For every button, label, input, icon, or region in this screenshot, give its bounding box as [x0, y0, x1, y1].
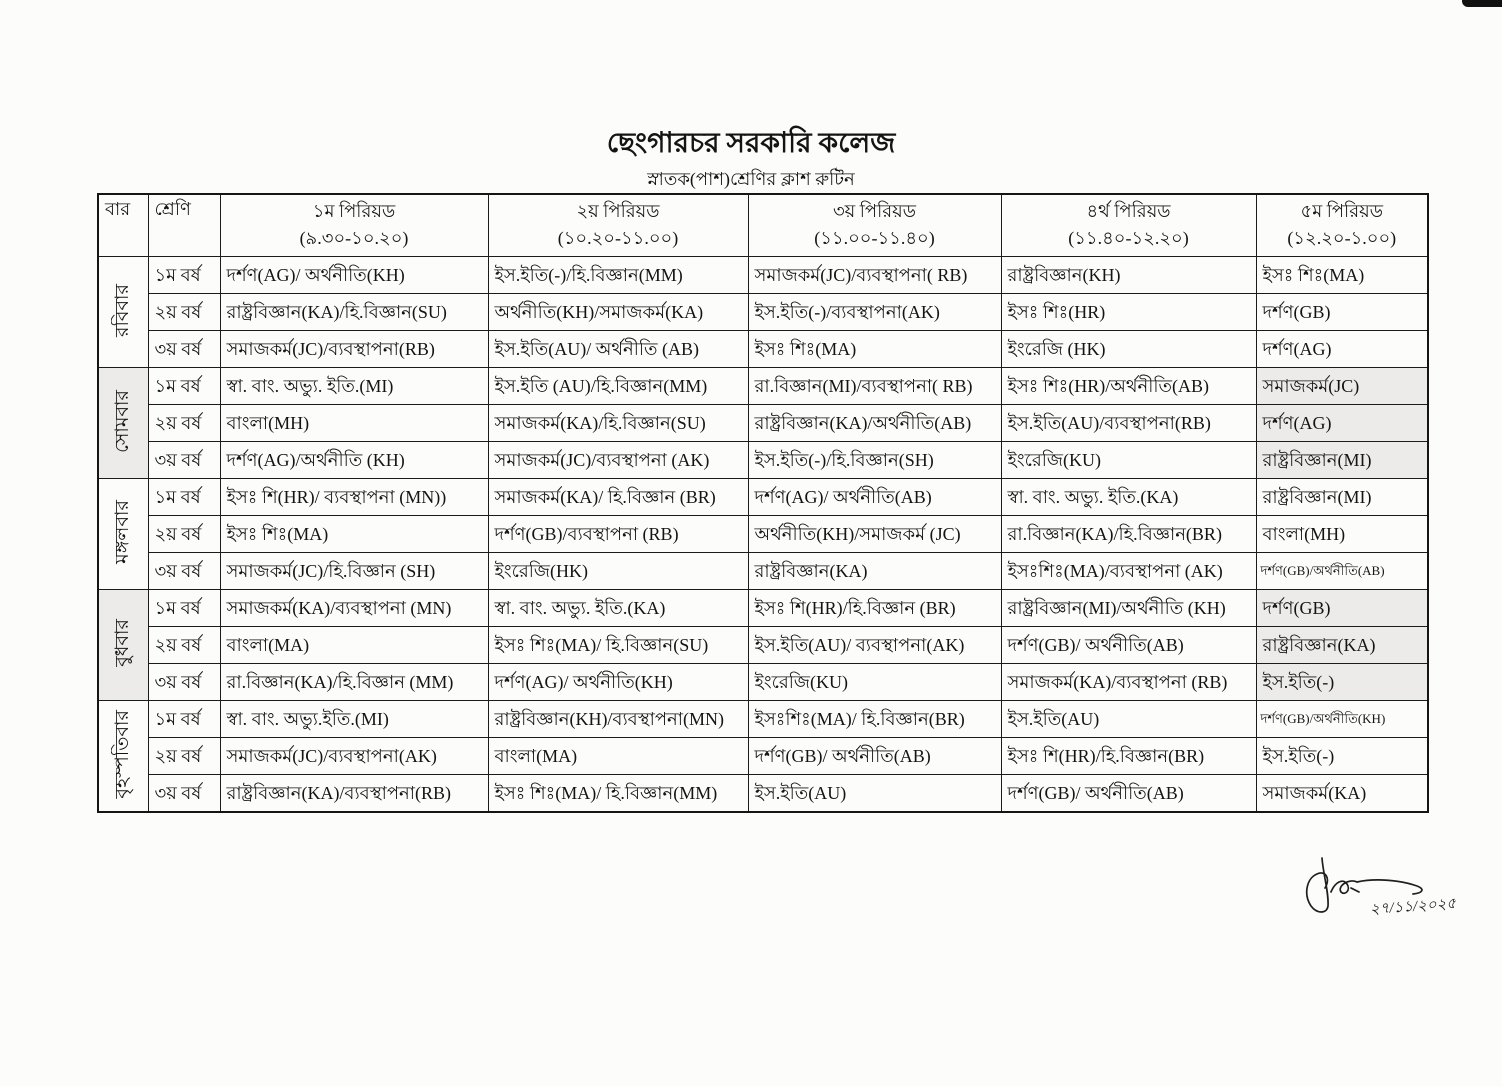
class-year-cell: ১ম বর্ষ [148, 701, 220, 738]
period-4-cell: ইসঃ শিঃ(HR) [1001, 294, 1256, 331]
routine-row [98, 257, 1428, 294]
period-4-cell: ইংরেজি (HK) [1001, 331, 1256, 368]
period-2-cell: ইংরেজি(HK) [488, 553, 748, 590]
period-3-cell: ইস.ইতি(AU)/ ব্যবস্থাপনা(AK) [748, 627, 1001, 664]
day-cell [98, 701, 148, 813]
period-5-cell: দর্শণ(AG) [1256, 405, 1428, 442]
period-2-cell: দর্শণ(GB)/ব্যবস্থাপনা (RB) [488, 516, 748, 553]
class-year-cell: ২য় বর্ষ [148, 405, 220, 442]
routine-row [98, 775, 1428, 813]
period-time: (১২.২০-১.০০) [1287, 228, 1397, 248]
routine-row [98, 516, 1428, 553]
period-1-cell: সমাজকর্ম(JC)/ব্যবস্থাপনা(AK) [220, 738, 488, 775]
period-5-cell: দর্শণ(GB)/অর্থনীতি(AB) [1256, 553, 1428, 590]
period-5-cell: রাষ্ট্রবিজ্ঞান(MI) [1256, 479, 1428, 516]
period-4-cell: রাষ্ট্রবিজ্ঞান(KH) [1001, 257, 1256, 294]
routine-body [98, 257, 1428, 813]
period-1-cell: স্বা. বাং. অভ্যু. ইতি.(MI) [220, 368, 488, 405]
period-5-cell: দর্শণ(GB)/অর্থনীতি(KH) [1256, 701, 1428, 738]
period-3-cell: অর্থনীতি(KH)/সমাজকর্ম (JC) [748, 516, 1001, 553]
day-name: সোমবার [112, 389, 134, 453]
day-cell [98, 368, 148, 479]
period-5-cell: ইস.ইতি(-) [1256, 738, 1428, 775]
period-2-cell: ইসঃ শিঃ(MA)/ হি.বিজ্ঞান(MM) [488, 775, 748, 813]
period-3-cell: সমাজকর্ম(JC)/ব্যবস্থাপনা( RB) [748, 257, 1001, 294]
period-time: (১১.৪০-১২.২০) [1068, 228, 1189, 248]
routine-row [98, 738, 1428, 775]
day-name: বৃহস্পতিবার [112, 709, 134, 799]
period-5-cell: বাংলা(MH) [1256, 516, 1428, 553]
routine-row [98, 627, 1428, 664]
period-4-cell: সমাজকর্ম(KA)/ব্যবস্থাপনা (RB) [1001, 664, 1256, 701]
period-4-cell: রাষ্ট্রবিজ্ঞান(MI)/অর্থনীতি (KH) [1001, 590, 1256, 627]
period-5-cell: সমাজকর্ম(KA) [1256, 775, 1428, 813]
period-3-cell: ইসঃশিঃ(MA)/ হি.বিজ্ঞান(BR) [748, 701, 1001, 738]
day-name: রবিবার [112, 283, 134, 337]
class-year-cell: ২য় বর্ষ [148, 516, 220, 553]
day-column-header [98, 194, 148, 257]
class-year-cell: ১ম বর্ষ [148, 368, 220, 405]
period-4-cell: ইস.ইতি(AU) [1001, 701, 1256, 738]
signature-date: ২৭/১১/২০২৫ [1369, 895, 1457, 918]
period-3-cell: দর্শণ(AG)/ অর্থনীতি(AB) [748, 479, 1001, 516]
period-3-cell: ইংরেজি(KU) [748, 664, 1001, 701]
period-4-header [1001, 194, 1256, 257]
routine-row [98, 442, 1428, 479]
day-cell [98, 257, 148, 368]
period-3-cell: ইসঃ শি(HR)/হি.বিজ্ঞান (BR) [748, 590, 1001, 627]
period-time: (১১.০০-১১.৪০) [814, 228, 935, 248]
period-2-cell: স্বা. বাং. অভ্যু. ইতি.(KA) [488, 590, 748, 627]
routine-subtitle: স্নাতক(পাশ)শ্রেণির ক্লাশ রুটিন [647, 169, 855, 189]
class-year-cell: ৩য় বর্ষ [148, 553, 220, 590]
period-1-cell: দর্শণ(AG)/অর্থনীতি (KH) [220, 442, 488, 479]
period-2-cell: ইস.ইতি(-)/হি.বিজ্ঞান(MM) [488, 257, 748, 294]
period-3-cell: ইস.ইতি(AU) [748, 775, 1001, 813]
day-name: বুধবার [112, 619, 134, 667]
period-1-cell: ইসঃ শি(HR)/ ব্যবস্থাপনা (MN)) [220, 479, 488, 516]
period-2-cell: ইস.ইতি (AU)/হি.বিজ্ঞান(MM) [488, 368, 748, 405]
period-5-cell: ইসঃ শিঃ(MA) [1256, 257, 1428, 294]
period-1-cell: ইসঃ শিঃ(MA) [220, 516, 488, 553]
period-3-cell: ইস.ইতি(-)/হি.বিজ্ঞান(SH) [748, 442, 1001, 479]
day-cell [98, 590, 148, 701]
period-1-cell: রাষ্ট্রবিজ্ঞান(KA)/ব্যবস্থাপনা(RB) [220, 775, 488, 813]
period-2-header [488, 194, 748, 257]
period-1-cell: সমাজকর্ম(JC)/ব্যবস্থাপনা(RB) [220, 331, 488, 368]
routine-row [98, 405, 1428, 442]
class-year-cell: ১ম বর্ষ [148, 479, 220, 516]
period-3-cell: ইসঃ শিঃ(MA) [748, 331, 1001, 368]
period-2-cell: দর্শণ(AG)/ অর্থনীতি(KH) [488, 664, 748, 701]
day-cell [98, 479, 148, 590]
day-name: মঙ্গলবার [112, 500, 134, 564]
period-4-cell: স্বা. বাং. অভ্যু. ইতি.(KA) [1001, 479, 1256, 516]
period-4-cell: দর্শণ(GB)/ অর্থনীতি(AB) [1001, 775, 1256, 813]
scan-edge-mark [1462, 0, 1502, 7]
class-year-cell: ৩য় বর্ষ [148, 664, 220, 701]
period-time: (১০.২০-১১.০০) [557, 228, 679, 248]
period-5-cell: দর্শণ(GB) [1256, 590, 1428, 627]
period-name: ১ম পিরিয়ড [312, 201, 396, 221]
period-2-cell: বাংলা(MA) [488, 738, 748, 775]
period-5-cell: রাষ্ট্রবিজ্ঞান(MI) [1256, 442, 1428, 479]
period-1-cell: রা.বিজ্ঞান(KA)/হি.বিজ্ঞান (MM) [220, 664, 488, 701]
period-name: ২য় পিরিয়ড [576, 201, 660, 221]
period-5-cell: দর্শণ(GB) [1256, 294, 1428, 331]
period-2-cell: রাষ্ট্রবিজ্ঞান(KH)/ব্যবস্থাপনা(MN) [488, 701, 748, 738]
period-2-cell: সমাজকর্ম(KA)/ হি.বিজ্ঞান (BR) [488, 479, 748, 516]
period-1-cell: বাংলা(MH) [220, 405, 488, 442]
period-1-cell: রাষ্ট্রবিজ্ঞান(KA)/হি.বিজ্ঞান(SU) [220, 294, 488, 331]
period-5-cell: সমাজকর্ম(JC) [1256, 368, 1428, 405]
period-4-cell: ইস.ইতি(AU)/ব্যবস্থাপনা(RB) [1001, 405, 1256, 442]
period-name: ৩য় পিরিয়ড [832, 201, 917, 221]
class-year-cell: ২য় বর্ষ [148, 294, 220, 331]
routine-row [98, 479, 1428, 516]
period-5-cell: রাষ্ট্রবিজ্ঞান(KA) [1256, 627, 1428, 664]
period-1-cell: দর্শণ(AG)/ অর্থনীতি(KH) [220, 257, 488, 294]
day-column-label: বার [105, 199, 131, 219]
class-year-cell: ২য় বর্ষ [148, 627, 220, 664]
class-column-header [148, 194, 220, 257]
routine-row [98, 553, 1428, 590]
class-year-cell: ৩য় বর্ষ [148, 775, 220, 813]
period-4-cell: ইসঃশিঃ(MA)/ব্যবস্থাপনা (AK) [1001, 553, 1256, 590]
period-2-cell: ইস.ইতি(AU)/ অর্থনীতি (AB) [488, 331, 748, 368]
period-5-header [1256, 194, 1428, 257]
routine-row [98, 664, 1428, 701]
class-routine-table [97, 193, 1429, 813]
class-year-cell: ২য় বর্ষ [148, 738, 220, 775]
header-row [98, 194, 1428, 257]
period-3-cell: রাষ্ট্রবিজ্ঞান(KA) [748, 553, 1001, 590]
routine-row [98, 590, 1428, 627]
period-5-cell: ইস.ইতি(-) [1256, 664, 1428, 701]
period-4-cell: ইংরেজি(KU) [1001, 442, 1256, 479]
class-year-cell: ৩য় বর্ষ [148, 442, 220, 479]
period-3-cell: দর্শণ(GB)/ অর্থনীতি(AB) [748, 738, 1001, 775]
class-column-label: শ্রেণি [154, 199, 191, 219]
period-4-cell: ইসঃ শি(HR)/হি.বিজ্ঞান(BR) [1001, 738, 1256, 775]
college-title: ছেংগারচর সরকারি কলেজ [606, 128, 896, 159]
period-1-cell: সমাজকর্ম(KA)/ব্যবস্থাপনা (MN) [220, 590, 488, 627]
routine-row [98, 701, 1428, 738]
period-3-cell: রাষ্ট্রবিজ্ঞান(KA)/অর্থনীতি(AB) [748, 405, 1001, 442]
period-2-cell: সমাজকর্ম(KA)/হি.বিজ্ঞান(SU) [488, 405, 748, 442]
period-1-header [220, 194, 488, 257]
period-time: (৯.৩০-১০.২০) [299, 228, 409, 248]
routine-row [98, 331, 1428, 368]
period-1-cell: বাংলা(MA) [220, 627, 488, 664]
routine-row [98, 294, 1428, 331]
period-3-cell: রা.বিজ্ঞান(MI)/ব্যবস্থাপনা( RB) [748, 368, 1001, 405]
period-2-cell: ইসঃ শিঃ(MA)/ হি.বিজ্ঞান(SU) [488, 627, 748, 664]
routine-row [98, 368, 1428, 405]
class-year-cell: ১ম বর্ষ [148, 257, 220, 294]
period-4-cell: দর্শণ(GB)/ অর্থনীতি(AB) [1001, 627, 1256, 664]
period-2-cell: অর্থনীতি(KH)/সমাজকর্ম(KA) [488, 294, 748, 331]
period-1-cell: সমাজকর্ম(JC)/হি.বিজ্ঞান (SH) [220, 553, 488, 590]
period-5-cell: দর্শণ(AG) [1256, 331, 1428, 368]
period-3-header [748, 194, 1001, 257]
period-name: ৫ম পিরিয়ড [1300, 201, 1383, 221]
period-4-cell: রা.বিজ্ঞান(KA)/হি.বিজ্ঞান(BR) [1001, 516, 1256, 553]
period-1-cell: স্বা. বাং. অভ্যু.ইতি.(MI) [220, 701, 488, 738]
class-year-cell: ১ম বর্ষ [148, 590, 220, 627]
period-4-cell: ইসঃ শিঃ(HR)/অর্থনীতি(AB) [1001, 368, 1256, 405]
period-2-cell: সমাজকর্ম(JC)/ব্যবস্থাপনা (AK) [488, 442, 748, 479]
period-3-cell: ইস.ইতি(-)/ব্যবস্থাপনা(AK) [748, 294, 1001, 331]
period-name: ৪র্থ পিরিয়ড [1086, 201, 1171, 221]
class-year-cell: ৩য় বর্ষ [148, 331, 220, 368]
